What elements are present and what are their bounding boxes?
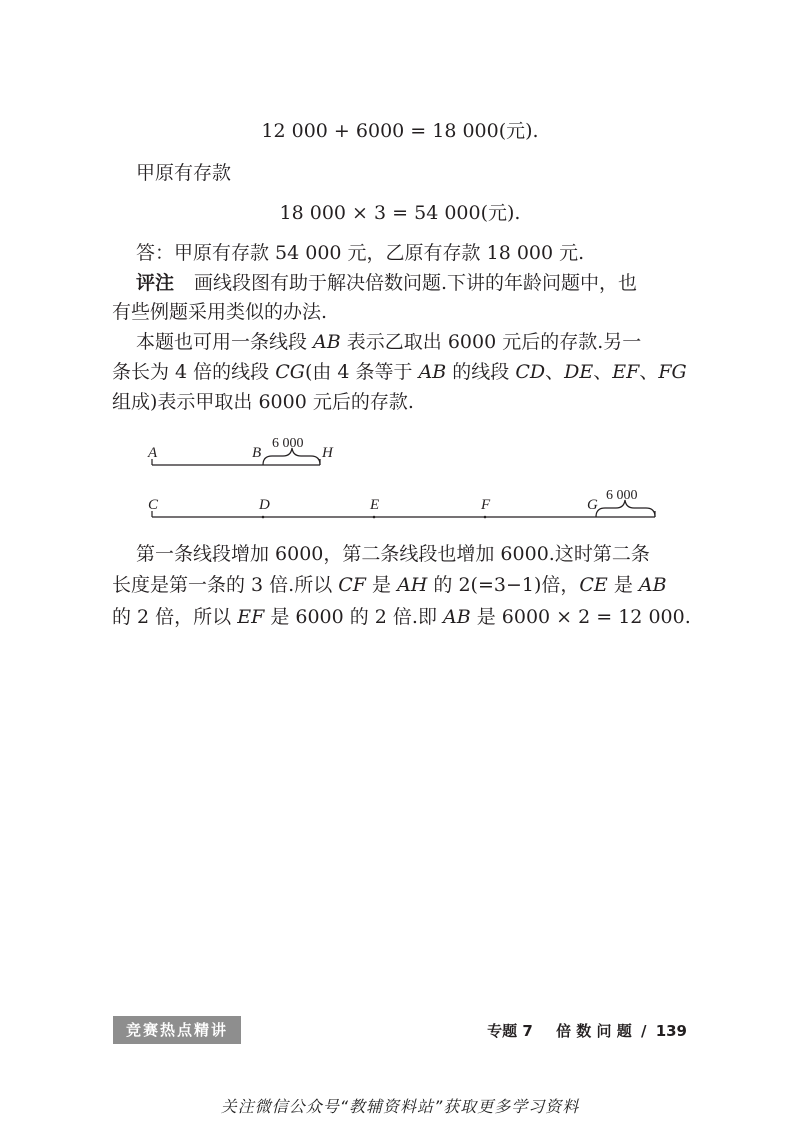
p1-text-a: 本题也可用一条线段 xyxy=(136,331,314,353)
label-b: B xyxy=(252,445,262,461)
label-bottom-amount: 6 000 xyxy=(606,488,638,503)
label-e: E xyxy=(370,497,380,513)
q2-text-c: 的 2(=3−1)倍， xyxy=(427,574,580,596)
topic-title: 倍 数 问 题 xyxy=(556,1022,632,1040)
p2-var-fg: FG xyxy=(658,361,687,383)
q3-text-c: 是 6000 × 2 = 12 000. xyxy=(470,606,691,628)
q2-text-d: 是 xyxy=(607,574,639,596)
explanation-line-3 xyxy=(112,604,691,630)
label-a: A xyxy=(148,445,158,461)
topic-number: 专题 7 xyxy=(487,1022,533,1040)
point-e xyxy=(373,516,376,519)
explanation-line-1: 第一条线段增加 6000，第二条线段也增加 6000.这时第二条 xyxy=(136,543,650,565)
p2-sep-3: 、 xyxy=(639,361,659,383)
line-segment-diagram xyxy=(0,0,800,540)
p2-var-de: DE xyxy=(564,361,594,383)
q2-var-ah: AH xyxy=(397,574,428,596)
page-number: 139 xyxy=(655,1022,687,1040)
p2-text-c: 的线段 xyxy=(446,361,516,383)
q2-text-a: 长度是第一条的 3 倍.所以 xyxy=(112,574,339,596)
q2-var-cf: CF xyxy=(338,574,366,596)
p2-text-b: (由 4 条等于 xyxy=(304,361,419,383)
p1-var-ab: AB xyxy=(313,331,341,353)
p2-var-cd: CD xyxy=(515,361,546,383)
watermark-text: 关注微信公众号“教辅资料站”获取更多学习资料 xyxy=(220,1097,580,1116)
p2-var-ab: AB xyxy=(418,361,447,383)
label-f: F xyxy=(481,497,491,513)
label-g: G xyxy=(587,497,598,513)
jia-intro: 甲原有存款 xyxy=(136,162,232,184)
explanation-line-2 xyxy=(112,572,667,598)
comment-label: 评注 xyxy=(136,272,175,294)
comment-text-1: 画线段图有助于解决倍数问题.下讲的年龄问题中，也 xyxy=(194,272,638,294)
point-f xyxy=(484,516,487,519)
comment-line-2: 有些例题采用类似的办法. xyxy=(112,301,328,323)
p2-var-cg: CG xyxy=(275,361,305,383)
answer: 答：甲原有存款 54 000 元，乙原有存款 18 000 元. xyxy=(136,242,585,264)
equation-2: 18 000 × 3 = 54 000(元). xyxy=(279,202,521,224)
label-top-amount: 6 000 xyxy=(272,436,304,451)
q3-var-ef: EF xyxy=(237,606,265,628)
q3-text-a: 的 2 倍，所以 xyxy=(112,606,238,628)
q3-var-ab: AB xyxy=(443,606,471,628)
equation-1: 12 000 + 6000 = 18 000(元). xyxy=(261,120,539,142)
p1-text-b: 表示乙取出 6000 元后的存款.另一 xyxy=(340,331,642,353)
p2-var-ef: EF xyxy=(612,361,640,383)
q2-text-b: 是 xyxy=(365,574,398,596)
section-badge: 竞赛热点精讲 xyxy=(113,1016,241,1044)
p2-text-a: 条长为 4 倍的线段 xyxy=(112,361,276,383)
label-h: H xyxy=(322,445,333,461)
q2-var-ab: AB xyxy=(638,574,667,596)
label-d: D xyxy=(259,497,270,513)
p2-sep-1: 、 xyxy=(545,361,565,383)
running-footer xyxy=(483,1019,687,1043)
paragraph-line-3: 组成)表示甲取出 6000 元后的存款. xyxy=(112,391,414,413)
label-c: C xyxy=(148,497,159,513)
p2-sep-2: 、 xyxy=(593,361,613,383)
q3-text-b: 是 6000 的 2 倍.即 xyxy=(264,606,444,628)
point-d xyxy=(262,516,265,519)
footer-slash: / xyxy=(640,1022,647,1040)
q2-var-ce: CE xyxy=(579,574,608,596)
